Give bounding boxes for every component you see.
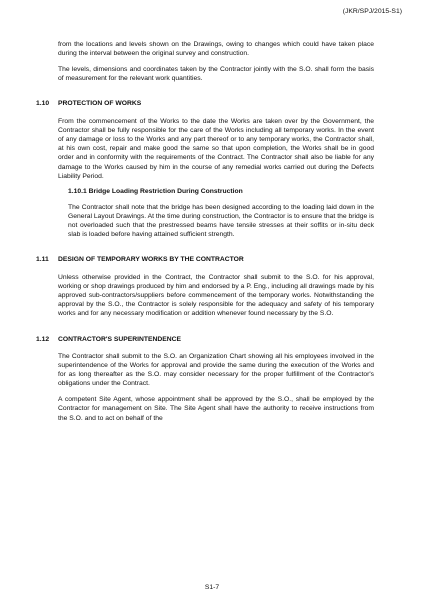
section-number: 1.11 xyxy=(36,256,49,264)
section-paragraph: A competent Site Agent, whose appointment shall be approved by the S.O., shall be employed by the Contractor for management on Site. The Site Agent shall have the authority to receive instructions from the S.O. and to act on behalf of the xyxy=(58,396,374,422)
section-paragraph: Unless otherwise provided in the Contract, the Contractor shall submit to the S.O. for his approval, working or shop drawings produced by him and endorsed by a P. Eng., including all drawings made by his approved sub-contractors/suppliers before commencement of the temporary works. Notwithstanding the approval by the S.O., the Contractor is solely responsible for the adequacy and safety of his temporary works and for any necessary modification or addition whenever found necessary by the S.O. xyxy=(58,273,374,318)
section-contractor-superintendence xyxy=(36,335,374,423)
document-body xyxy=(36,40,374,429)
section-title: DESIGN OF TEMPORARY WORKS BY THE CONTRACTOR xyxy=(58,256,244,264)
subsection-bridge-loading xyxy=(68,187,374,239)
subsection-title: 1.10.1 Bridge Loading Restriction During Construction xyxy=(68,188,243,196)
section-title: PROTECTION OF WORKS xyxy=(58,100,142,108)
document-reference: (JKR/SPJ/2015-S1) xyxy=(342,8,402,15)
section-title: CONTRACTOR'S SUPERINTENDENCE xyxy=(58,335,181,343)
intro-paragraph: The levels, dimensions and coordinates taken by the Contractor jointly with the S.O. shall form the basis of measurement for the relevant work quantities. xyxy=(58,65,374,83)
section-number: 1.10 xyxy=(36,100,50,108)
section-protection-of-works xyxy=(36,99,374,239)
intro-paragraph: from the locations and levels shown on the Drawings, owing to changes which could have taken place during the interval between the original survey and construction. xyxy=(58,41,374,58)
section-number: 1.12 xyxy=(36,335,50,343)
section-design-temporary-works xyxy=(36,255,374,318)
subsection-paragraph: The Contractor shall note that the bridge has been designed according to the loading laid down in the General Layout Drawings. At the time during construction, the Contractor is to ensure that the bridge is not overloaded such that the prestressed beams have tensile stresses at their soffits or in-situ deck slab is loaded before having attained sufficient strength. xyxy=(68,203,374,239)
section-paragraph: From the commencement of the Works to the date the Works are taken over by the Government, the Contractor shall be fully responsible for the care of the Works including all temporary works. In the event of any damage or loss to the Works and any part thereof or to any temporary works, the Contractor shall, at his own cost, repair and make good the same so that upon completion, the Works shall be in good order and in conformity with the requirements of the Contract. The Contractor shall also be liable for any damage to the Works caused by him in the course of any remedial works carried out during the Defects Liability Period. xyxy=(58,117,374,180)
page-number: S1-7 xyxy=(204,584,220,591)
section-paragraph: The Contractor shall submit to the S.O. an Organization Chart showing all his employees involved in the superintendence of the Works for approval and provide the same during the execution of the Works and for as long thereafter as the S.O. may consider necessary for the proper fulfillment of the Contractor's obligations under the Contract. xyxy=(58,352,374,388)
